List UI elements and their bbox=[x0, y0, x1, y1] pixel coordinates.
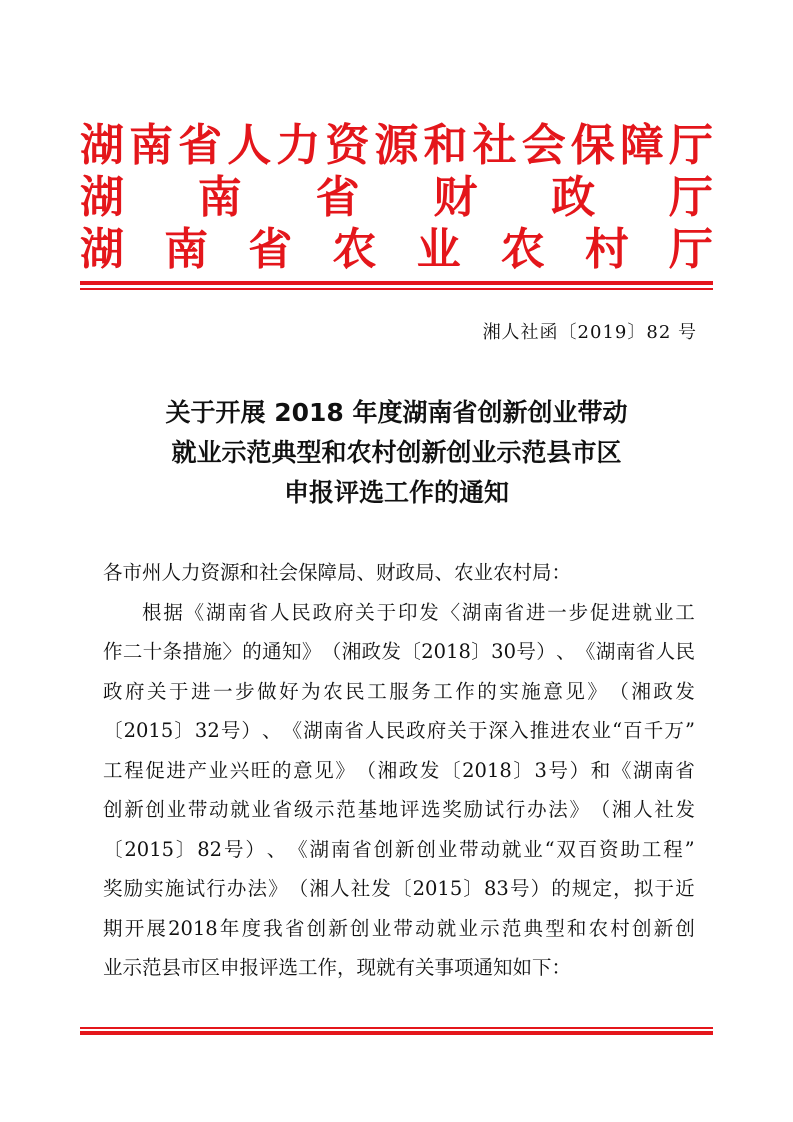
paragraph-line: 期 开 展 2018 年 度 我 省 创 新 创 业 带 动 就 业 示 范 典 型 和 农 村 创 新 创 bbox=[103, 916, 695, 940]
agency-char: 省 bbox=[248, 224, 293, 275]
agency-char: 保 bbox=[570, 120, 615, 171]
paragraph-line: 作 二 十 条 措 施 〉 的 通 知 》 （ 湘 政 发 〔 2018 〕 30 号 ） 、 《 湖 南 省 人 民 bbox=[103, 640, 695, 663]
addressee: 各市州人力资源和社会保障局、财政局、农业农村局： bbox=[103, 561, 572, 584]
agency-char: 力 bbox=[276, 120, 321, 171]
footer-divider-thin bbox=[80, 1027, 713, 1029]
agency-hrss bbox=[80, 120, 713, 172]
agency-char: 省 bbox=[315, 172, 360, 223]
agency-char: 厅 bbox=[668, 172, 713, 223]
paragraph-line: 工 程 促 进 产 业 兴 旺 的 意 见 》 （ 湘 政 发 〔 2018 〕 3 号 ） 和 《 湖 南 省 bbox=[103, 758, 695, 782]
agency-char: 业 bbox=[416, 224, 461, 275]
document-title bbox=[80, 393, 713, 513]
agency-char: 厅 bbox=[668, 120, 713, 171]
agency-char: 厅 bbox=[668, 224, 713, 275]
agency-char: 南 bbox=[164, 224, 209, 275]
paragraph-line: 业示范县市区申报评选工作，现就有关事项通知如下： bbox=[103, 956, 572, 979]
header-divider-thin bbox=[80, 288, 713, 290]
title-line-1: 关于开展 2018 年度湖南省创新创业带动 bbox=[165, 398, 628, 427]
agency-char: 农 bbox=[332, 224, 377, 275]
document-number: 湘人社函〔2019〕82 号 bbox=[482, 322, 697, 343]
paragraph-line: 奖 励 实 施 试 行 办 法 》 （ 湘 人 社 发 〔 2015 〕 83 号 ） 的 规 定 ， 拟 于 近 bbox=[103, 877, 695, 900]
title-line-2: 就业示范典型和农村创新创业示范县市区 bbox=[171, 438, 622, 467]
agency-char: 湖 bbox=[80, 224, 124, 275]
agency-char: 财 bbox=[433, 172, 478, 223]
paragraph-line: 〔 2015 〕 32 号 ） 、 《 湖 南 省 人 民 政 府 关 于 深 入 推 进 农 业 “ 百 千 万 ” bbox=[103, 719, 695, 742]
paragraph-line: 政 府 关 于 进 一 步 做 好 为 农 民 工 服 务 工 作 的 实 施 意 见 》 （ 湘 政 发 bbox=[103, 679, 695, 703]
paragraph-line: 创 新 创 业 带 动 就 业 省 级 示 范 基 地 评 选 奖 励 试 行 办 法 》 （ 湘 人 社 发 bbox=[103, 798, 695, 821]
agency-char: 资 bbox=[325, 120, 370, 171]
agency-char: 南 bbox=[197, 172, 242, 223]
header-divider-thick bbox=[80, 281, 713, 285]
agency-char: 村 bbox=[584, 224, 629, 275]
issuing-agencies-header bbox=[80, 120, 713, 276]
agency-char: 源 bbox=[374, 120, 419, 171]
agency-char: 湖 bbox=[80, 172, 124, 223]
agency-char: 南 bbox=[129, 120, 174, 171]
agency-char: 人 bbox=[227, 120, 272, 171]
agency-char: 政 bbox=[551, 172, 596, 223]
agency-char: 省 bbox=[178, 120, 223, 171]
agency-char: 农 bbox=[500, 224, 545, 275]
title-line-3: 申报评选工作的通知 bbox=[283, 478, 509, 507]
agency-finance bbox=[80, 172, 713, 224]
agency-char: 湖 bbox=[80, 120, 124, 171]
agency-char: 障 bbox=[619, 120, 664, 171]
agency-char: 和 bbox=[423, 120, 468, 171]
paragraph-line: 〔 2015 〕 82 号 ） 、 《 湖 南 省 创 新 创 业 带 动 就 业 “ 双 百 资 助 工 程 ” bbox=[103, 837, 695, 861]
agency-char: 社 bbox=[472, 120, 517, 171]
opening-paragraph bbox=[103, 593, 695, 988]
agency-char: 会 bbox=[521, 120, 566, 171]
footer-divider-thick bbox=[80, 1031, 713, 1035]
agency-agriculture bbox=[80, 224, 713, 276]
paragraph-line: 根 据 《 湖 南 省 人 民 政 府 关 于 印 发 〈 湖 南 省 进 一 步 促 进 就 业 工 bbox=[142, 600, 695, 624]
document-body bbox=[103, 553, 695, 988]
